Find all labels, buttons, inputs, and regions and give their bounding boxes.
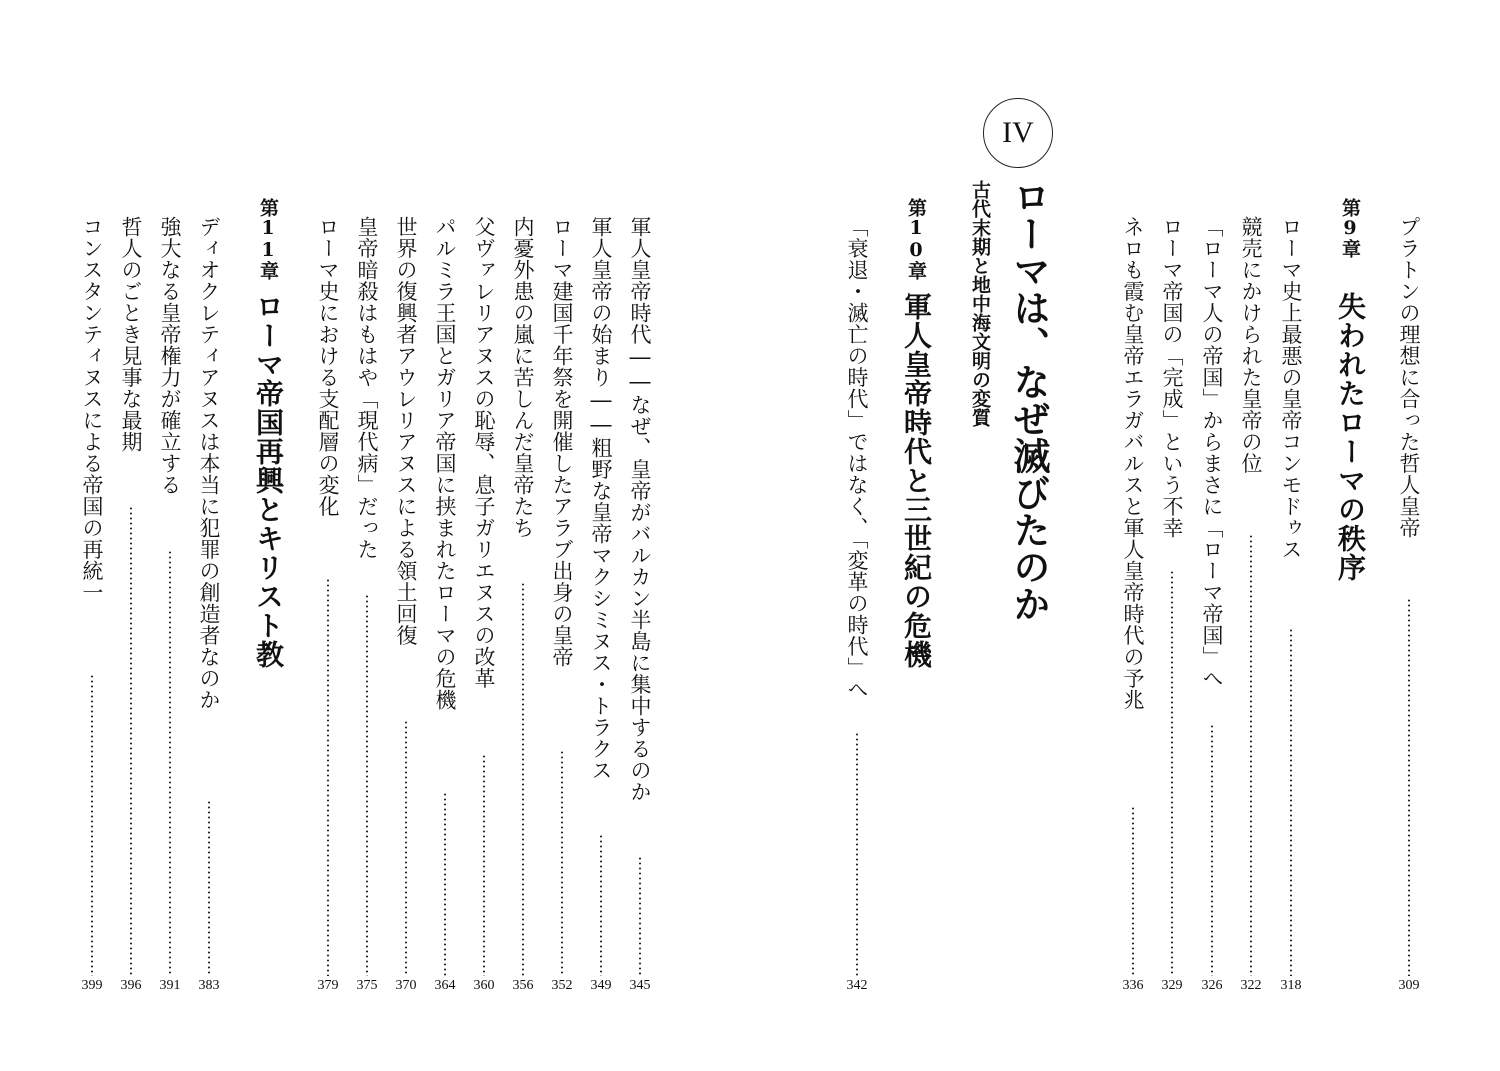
chapter-title: 軍人皇帝時代と三世紀の危機: [900, 292, 933, 669]
entry-title: 「ローマ人の帝国」からまさに「ローマ帝国」へ: [1200, 216, 1224, 689]
page-number: 364: [434, 978, 456, 993]
page-number: 322: [1240, 978, 1262, 993]
part-subtitle: 古代末期と地中海文明の変質: [969, 180, 991, 427]
chapter-number: 第10章: [905, 198, 927, 280]
entry-title: 軍人皇帝時代――なぜ、皇帝がバルカン半島に集中するのか: [628, 216, 652, 803]
chapter-title: ローマ帝国再興とキリスト教: [252, 292, 285, 669]
entry-title: ローマ帝国の「完成」という不幸: [1160, 216, 1184, 539]
page-number: 396: [120, 978, 142, 993]
entry-title: 世界の復興者アウレリアヌスによる領土回復: [394, 216, 418, 646]
part-number-circle: [983, 98, 1053, 168]
page-number: 329: [1161, 978, 1183, 993]
page-number: 379: [317, 978, 339, 993]
leader-dots: [522, 582, 524, 976]
entry-title: ローマ史上最悪の皇帝コンモドゥス: [1279, 216, 1303, 560]
leader-dots: [405, 720, 407, 976]
chapter-number: 第9章: [1339, 198, 1361, 258]
entry-title: 軍人皇帝の始まり――粗野な皇帝マクシミヌス・トラクス: [589, 216, 613, 781]
entry-title: ディオクレティアヌスは本当に犯罪の創造者なのか: [197, 216, 221, 711]
entry-title: コンスタンティヌスによる帝国の再統一: [80, 216, 104, 603]
page-number: 309: [1398, 978, 1420, 993]
leader-dots: [561, 750, 563, 976]
leader-dots: [169, 550, 171, 976]
page-number: 345: [629, 978, 651, 993]
page-number: 349: [590, 978, 612, 993]
entry-title: 内憂外患の嵐に苦しんだ皇帝たち: [511, 216, 535, 539]
entry-title: プラトンの理想に合った哲人皇帝: [1397, 216, 1421, 539]
chapter-number: 第11章: [257, 198, 279, 280]
page-number: 356: [512, 978, 534, 993]
page-number: 342: [846, 978, 868, 993]
leader-dots: [639, 856, 641, 976]
entry-title: 皇帝暗殺はもはや「現代病」だった: [355, 216, 379, 560]
chapter-title: 失われたローマの秩序: [1334, 292, 1367, 582]
part-numeral: IV: [1002, 116, 1034, 149]
leader-dots: [366, 594, 368, 976]
leader-dots: [1132, 806, 1134, 976]
leader-dots: [327, 578, 329, 976]
leader-dots: [130, 506, 132, 976]
entry-title: 哲人のごとき見事な最期: [119, 216, 143, 453]
page-number: 326: [1201, 978, 1223, 993]
page-number: 391: [159, 978, 181, 993]
page-number: 318: [1280, 978, 1302, 993]
leader-dots: [444, 792, 446, 976]
entry-title: 「衰退・滅亡の時代」ではなく、「変革の時代」へ: [845, 216, 869, 700]
page-number: 352: [551, 978, 573, 993]
page-number: 375: [356, 978, 378, 993]
leader-dots: [1250, 534, 1252, 976]
page-number: 336: [1122, 978, 1144, 993]
entry-title: パルミラ王国とガリア帝国に挟まれたローマの危機: [433, 216, 457, 711]
entry-title: ローマ建国千年祭を開催したアラブ出身の皇帝: [550, 216, 574, 668]
leader-dots: [483, 754, 485, 976]
page-number: 399: [81, 978, 103, 993]
entry-title: ローマ史における支配層の変化: [316, 216, 340, 517]
entry-title: ネロも霞む皇帝エラガバルスと軍人皇帝時代の予兆: [1121, 216, 1145, 711]
page-number: 370: [395, 978, 417, 993]
leader-dots: [1290, 628, 1292, 976]
page-number: 360: [473, 978, 495, 993]
entry-title: 強大なる皇帝権力が確立する: [158, 216, 182, 496]
leader-dots: [208, 800, 210, 976]
leader-dots: [856, 732, 858, 976]
leader-dots: [1171, 570, 1173, 976]
part-title: ローマは、なぜ滅びたのか: [1007, 178, 1050, 622]
leader-dots: [600, 834, 602, 976]
entry-title: 父ヴァレリアヌスの恥辱、息子ガリエヌスの改革: [472, 216, 496, 689]
entry-title: 競売にかけられた皇帝の位: [1239, 216, 1263, 474]
leader-dots: [1408, 598, 1410, 976]
leader-dots: [91, 674, 93, 976]
page-number: 383: [198, 978, 220, 993]
leader-dots: [1211, 724, 1213, 976]
